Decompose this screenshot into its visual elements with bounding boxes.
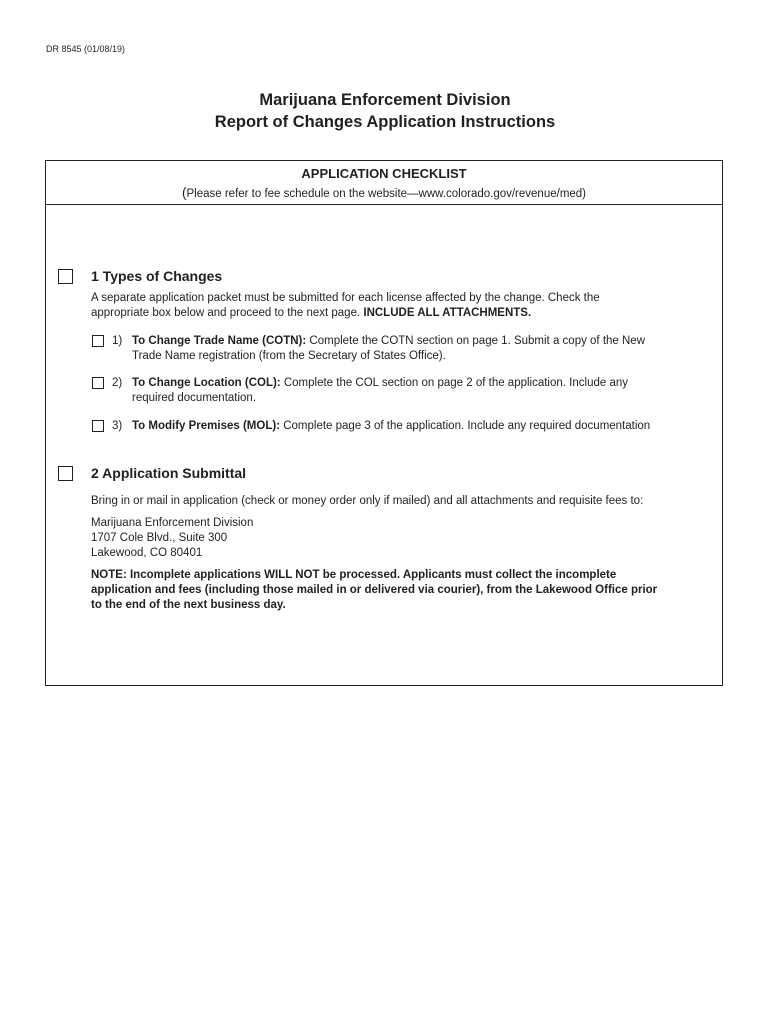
- item2-text1: Complete the COL section on page 2 of the application. Include any: [280, 377, 628, 389]
- section2-intro: Bring in or mail in application (check or money order only if mailed) and all attachments and requisite fees to:: [91, 495, 644, 507]
- item2-label: To Change Location (COL):: [132, 377, 281, 389]
- form-code: DR 8545 (01/08/19): [46, 44, 126, 54]
- note-line3: to the end of the next business day.: [91, 599, 286, 611]
- note-line1: NOTE: Incomplete applications WILL NOT be processed. Applicants must collect the incomplete: [91, 569, 617, 581]
- section1-intro-plain: appropriate box below and proceed to the next page.: [91, 307, 364, 319]
- page-title: Marijuana Enforcement Division: [259, 91, 511, 109]
- item3-checkbox[interactable]: [92, 420, 104, 432]
- item3-label: To Modify Premises (MOL):: [132, 420, 281, 432]
- application-checklist: [45, 160, 723, 686]
- item1-text1: Complete the COTN section on page 1. Submit a copy of the New: [306, 335, 646, 347]
- item1-line1: [132, 334, 645, 349]
- address-line2: 1707 Cole Blvd., Suite 300: [91, 532, 228, 544]
- item1-label: To Change Trade Name (COTN):: [132, 335, 307, 347]
- section1-intro-line1: A separate application packet must be submitted for each license affected by the change. Check the: [91, 292, 600, 304]
- item1-checkbox[interactable]: [92, 335, 104, 347]
- section1-intro-line2: [91, 306, 531, 321]
- include-attachments: INCLUDE ALL ATTACHMENTS.: [363, 307, 532, 319]
- item3-line1: [132, 419, 650, 434]
- note-line2: application and fees (including those mailed in or delivered via courier), from the Lakewood Office prior: [91, 584, 658, 596]
- checklist-subheading: [46, 185, 722, 200]
- fee-schedule-note: Please refer to fee schedule on the website—www.colorado.gov/revenue/med): [186, 188, 587, 200]
- section1-checkbox[interactable]: [58, 269, 73, 284]
- item2-line2: required documentation.: [132, 392, 257, 404]
- page-subtitle: Report of Changes Application Instructions: [214, 113, 556, 131]
- item3-text1: Complete page 3 of the application. Include any required documentation: [280, 420, 651, 432]
- item2-line1: [132, 376, 628, 391]
- item2-checkbox[interactable]: [92, 377, 104, 389]
- item1-number: 1): [112, 335, 123, 347]
- item3-number: 3): [112, 420, 123, 432]
- checklist-header: [46, 161, 722, 205]
- item1-line2: Trade Name registration (from the Secretary of States Office).: [132, 350, 446, 362]
- address-line1: Marijuana Enforcement Division: [91, 517, 254, 529]
- section2-title: 2 Application Submittal: [91, 465, 247, 481]
- section2-checkbox[interactable]: [58, 466, 73, 481]
- checklist-heading: APPLICATION CHECKLIST: [301, 166, 467, 181]
- item2-number: 2): [112, 377, 123, 389]
- open-paren: (: [181, 185, 187, 200]
- section1-title: 1 Types of Changes: [91, 268, 223, 284]
- address-line3: Lakewood, CO 80401: [91, 547, 203, 559]
